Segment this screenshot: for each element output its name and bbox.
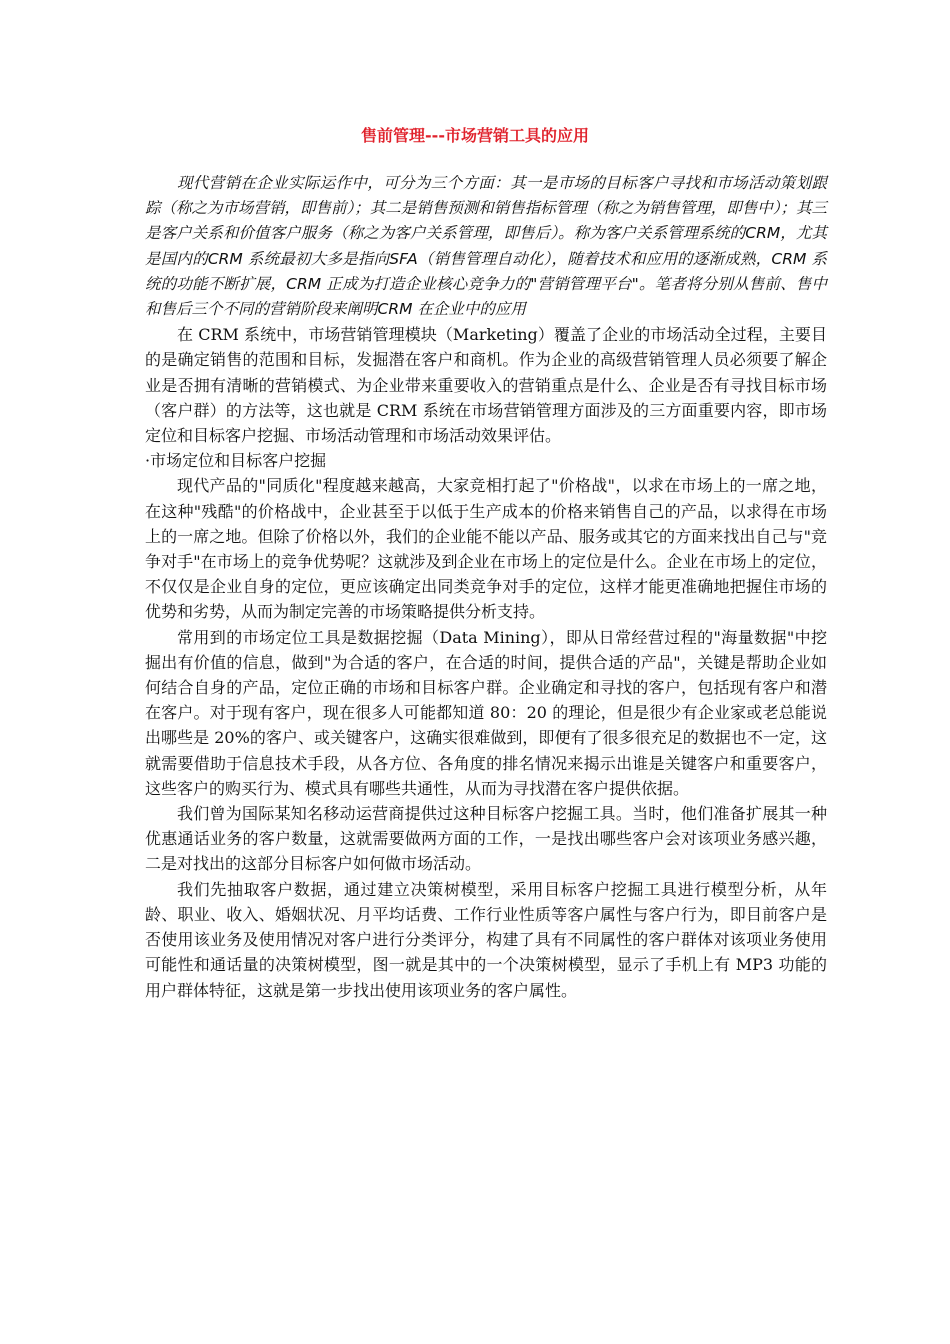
paragraph-data-mining: 常用到的市场定位工具是数据挖掘（Data Mining），即从日常经营过程的"海量数据"中挖掘出有价值的信息，做到"为合适的客户，在合适的时间，提供合适的产品"，关键是帮助企业如何结合自身的产品，定位正确的市场和目标客户群。企业确定和寻找的客户，包括现有客户和潜在客户。对于现有客户，现在很多人可能都知道 80：20 的理论，但是很少有企业家或老总能说出哪些是 20%的客户、或关键客户，这确实很难做到，即便有了很多很充足的数据也不一定，这就需要借助于信息技术手段，从各方位、各角度的排名情况来揭示出谁是关键客户和重要客户，这些客户的购买行为、模式具有哪些共通性，从而为寻找潜在客户提供依据。	[145, 627, 827, 798]
intro-paragraph: 现代营销在企业实际运作中，可分为三个方面：其一是市场的目标客户寻找和市场活动策划跟踪（称之为市场营销，即售前）；其二是销售预测和销售指标管理（称之为销售管理，即售中）；其三是客户关系和价值客户服务（称之为客户关系管理，即售后）。称为客户关系管理系统的CRM，尤其是国内的CRM 系统最初大多是指向SFA（销售管理自动化），随着技术和应用的逐渐成熟，CRM 系统的功能不断扩展，CRM 正成为打造企业核心竞争力的"营销管理平台"。笔者将分别从售前、售中和售后三个不同的营销阶段来阐明CRM 在企业中的应用	[145, 174, 828, 319]
section-heading: ·市场定位和目标客户挖掘	[145, 451, 327, 471]
paragraph-decision-tree: 我们先抽取客户数据，通过建立决策树模型，采用目标客户挖掘工具进行模型分析，从年龄、职业、收入、婚姻状况、月平均话费、工作行业性质等客户属性与客户行为，即目前客户是否使用该业务及使用情况对客户进行分类评分，构建了具有不同属性的客户群体对该项业务使用可能性和通话量的决策树模型，图一就是其中的一个决策树模型，显示了手机上有 MP3 功能的用户群体特征，这就是第一步找出使用该项业务的客户属性。	[145, 879, 827, 1000]
paragraph-market-positioning: 现代产品的"同质化"程度越来越高，大家竞相打起了"价格战"，以求在市场上的一席之地，在这种"残酷"的价格战中，企业甚至于以低于生产成本的价格来销售自己的产品，以求得在市场上的一席之地。但除了价格以外，我们的企业能不能以产品、服务或其它的方面来找出自己与"竞争对手"在市场上的竞争优势呢？这就涉及到企业在市场上的定位是什么。企业在市场上的定位，不仅仅是企业自身的定位，更应该确定出同类竞争对手的定位，这样才能更准确地把握住市场的优势和劣势，从而为制定完善的市场策略提供分析支持。	[145, 476, 827, 622]
document-title: 售前管理---市场营销工具的应用	[361, 126, 589, 145]
paragraph-mobile-operator: 我们曾为国际某知名移动运营商提供过这种目标客户挖掘工具。当时，他们准备扩展其一种优惠通话业务的客户数量，这就需要做两方面的工作，一是找出哪些客户会对该项业务感兴趣，二是对找出的这部分目标客户如何做市场活动。	[145, 804, 827, 874]
paragraph-crm-marketing: 在 CRM 系统中，市场营销管理模块（Marketing）覆盖了企业的市场活动全过程，主要目的是确定销售的范围和目标，发掘潜在客户和商机。作为企业的高级营销管理人员必须要了解企业是否拥有清晰的营销模式、为企业带来重要收入的营销重点是什么、企业是否有寻找目标市场（客户群）的方法等，这也就是 CRM 系统在市场营销管理方面涉及的三方面重要内容，即市场定位和目标客户挖掘、市场活动管理和市场活动效果评估。	[145, 325, 827, 446]
document-body	[145, 171, 827, 1003]
